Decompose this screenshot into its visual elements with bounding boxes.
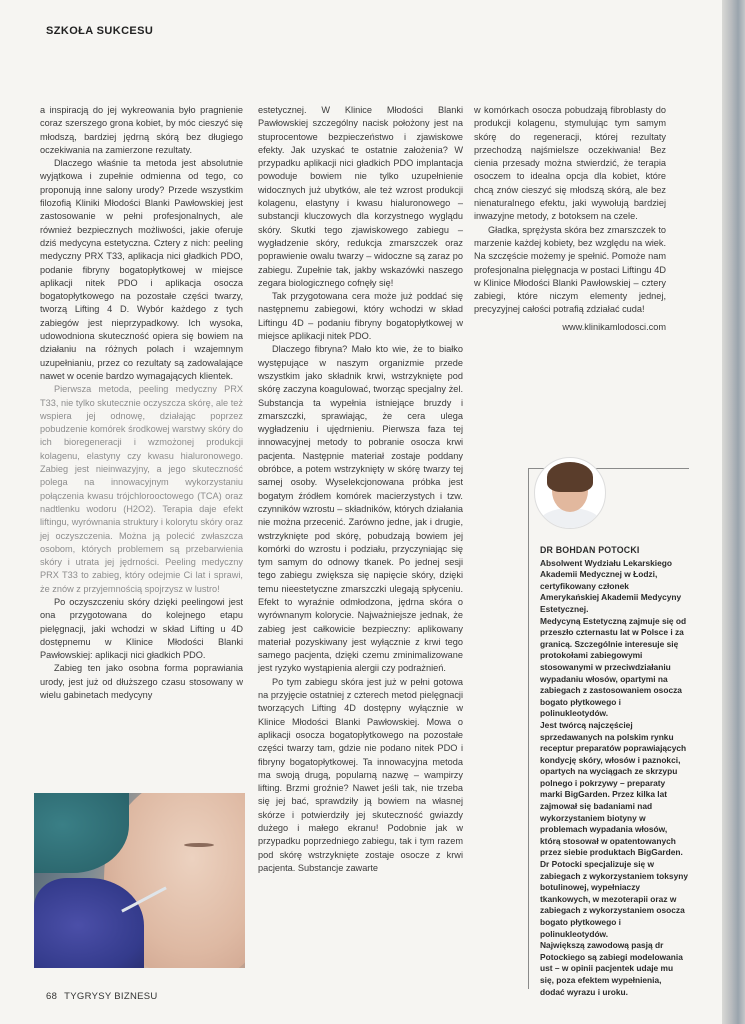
- page-edge: [722, 0, 745, 1024]
- doctor-name: DR BOHDAN POTOCKI: [540, 545, 640, 555]
- article-column-2: [258, 104, 463, 875]
- gloved-hand: [34, 878, 144, 968]
- article-column-3: [474, 104, 666, 334]
- doctor-avatar: [534, 457, 606, 529]
- page-number: 68: [46, 991, 58, 1002]
- treatment-photo: [34, 793, 245, 968]
- paragraph: Po oczyszczeniu skóry dzięki peelingowi jest ona przygotowana do kolejnego etapu pielęgnacji, jaki wchodzi w skład Lifting u 4D dostępnemu w Klinice Młodości Blanki Pawłowskiej: aplikacji nici gładkich PDO.: [40, 596, 243, 661]
- paragraph: Dlaczego fibryna? Mało kto wie, że to białko występujące w naszym organizmie przede wszystkim jako składnik krwi, wstrzyknięte pod skórę zaczyna koagulować, tworząc specjalny żel. Substancja ta wypełnia istniejące bruzdy i zmarszczki, sprawiając, że cera ulega wygładzeniu i ujędrnieniu. Pierwsza faza tej innowacyjnej metody to pobranie osocza krwi pacjenta. Następnie materiał zostaje poddany obróbce, a potem wstrzyknięty w skórę twarzy tej samej osoby. Wyselekcjonowana próbka jest bogatym źródłem komórek macierzystych i tzw. czynników wzrostu – składników, których działania nie można przecenić. Zarówno jedne, jak i drugie, wstrzyknięte pod skórę, pobudzają bowiem jej komórki do wzrostu i podziału, przyczyniając się tym samym do odnowy tkanek. Po jednej sesji tego zabiegu zwiększa się napięcie skóry, dzięki temu nieestetyczne zmarszczki ulegają spłyceniu. Efekt to wyraźnie odmłodzona, jędrna skóra o wyrównanym kolorycie. Najważniejsze jednak, że zabieg jest całkowicie bezpieczny: aplikowany materiał pozyskiwany jest wyłącznie z krwi tego samego pacjenta, dzięki czemu zminimalizowane jest ryzyko wystąpienia alergii czy podrażnień.: [258, 344, 463, 674]
- paragraph: Gładka, sprężysta skóra bez zmarszczek to marzenie każdej kobiety, bez względu na wiek. Na szczęście możemy je spełnić. Pomoże nam profesjonalna pielęgnacja w postaci Liftingu 4D w Klinice Młodości Blanki Pawłowskiej – cztery zabiegi, które niczym elementy jednej, precyzyjnej całości potrafią zdziałać cuda!: [474, 224, 666, 315]
- section-title: SZKOŁA SUKCESU: [46, 25, 154, 37]
- bio-text: Absolwent Wydziału Lekarskiego Akademii Medycznej w Łodzi, certyfikowany członek Amerykańskiej Akademii Medycyny Estetycznej.: [540, 557, 682, 614]
- bio-text: Dr Potocki specjalizuje się w zabiegach z wykorzystaniem toksyny botulinowej, wypełniaczy tkankowych, w mezoterapii oraz w zabiegach z wykorzystaniem osocza bogato płytkowego i polinukleotydów.: [540, 859, 689, 939]
- bio-text: Medycyną Estetyczną zajmuje się od przeszło czternastu lat w Polsce i za granicą. Szczególnie interesuje się protokołami zabiegowymi stosowanymi w przeciwdziałaniu wypadaniu włosów, opartymi na zabiegach z zastosowaniem osocza bogato płytkowego i polinukleotydów.: [540, 615, 687, 719]
- website-link[interactable]: www.klinikamlodosci.com: [562, 321, 666, 332]
- closed-eye: [184, 843, 214, 847]
- paragraph: a inspiracją do jej wykreowania było pragnienie coraz szerszego grona kobiet, by móc cieszyć się młodszą, bardziej jędrną skórą bez długiego oczekiwania na zamierzone rezultaty.: [40, 105, 243, 155]
- magazine-name: TYGRYSY BIZNESU: [64, 991, 158, 1002]
- paragraph: Tak przygotowana cera może już poddać się następnemu zabiegowi, który wchodzi w skład Liftingu 4D – podaniu fibryny bogatopłytkowej w miejsce aplikacji nitek PDO.: [258, 291, 463, 342]
- paragraph: w komórkach osocza pobudzają fibroblasty do produkcji kolagenu, stymulując tym samym skórę do regeneracji, której rezultaty przechodzą najśmielsze oczekiwania! Bez cienia przesady można stwierdzić, że terapia osoczem to idealna opcja dla kobiet, które chcą znów cieszyć się młodszą skórą, ale bez nienaturalnego efektu, jaki wywołują bardziej inwazyjne metody, z botoksem na czele.: [474, 105, 666, 222]
- doctor-bio: [540, 545, 688, 998]
- bio-text: Największą zawodową pasją dr Potockiego są zabiegi modelowania ust – w opinii pacjentek udaje mu się, poza efektem wypełnienia, dodać wyrazu i uroku.: [540, 940, 683, 997]
- article-column-1: [40, 104, 243, 702]
- paragraph: Po tym zabiegu skóra jest już w pełni gotowa na przyjęcie ostatniej z czterech metod pielęgnacji tworzących Lifting 4D dostępny wyłącznie w Klinice Młodości Blanki Pawłowskiej. Mowa o aplikacji osocza bogatopłytkowego na pozostałe części twarzy tam, gdzie nie podano nitek PDO i fibryny bogatopłytkowej. Ta innowacyjna metoda ma swoją drugą, popularną nazwę – wampirzy lifting. Brzmi groźnie? Nawet jeśli tak, nie trzeba się jej bać, sprawdziły ją bowiem na własnej skórze i potwierdziły jej skuteczność gwiazdy dużego i małego ekranu! Podobnie jak w przypadku poprzedniego zabiegu, tak i tym razem pod skórę wstrzyknięte zostaje osocze z krwi pacjenta. Substancje zawarte: [258, 676, 463, 873]
- paragraph: Zabieg ten jako osobna forma poprawiania urody, jest już od dłuższego czasu stosowany w wielu gabinetach medycyny: [40, 663, 243, 701]
- paragraph: estetycznej. W Klinice Młodości Blanki Pawłowskiej szczególny nacisk położony jest na stuprocentowe bezpieczeństwo i zjawiskowe efekty. Jak uzyskać te ostatnie założenia? W przypadku aplikacji nici gładkich PDO implantacja powoduje bowiem nie tylko uzupełnienie widocznych już ubytków, ale też wzrost produkcji kolagenu, elastyny i kwasu hialuronowego – substancji kluczowych dla korzystnego wyglądu skóry. Skutki tego zjawiskowego zabiegu – wygładzenie skóry, redukcja zmarszczek oraz poprawienie owalu twarzy – widoczne są zaraz po zabiegu. Zupełnie tak, jakby wskazówki naszego zegara biologicznego cofnęły się!: [258, 105, 463, 288]
- paragraph: Dlaczego właśnie ta metoda jest absolutnie wyjątkowa i zupełnie odmienna od tego, co proponują inne salony urody? Przede wszystkim filozofią Kliniki Młodości Blanki Pawłowskiej jest zastosowanie w pełni profesjonalnych, ale również bezpiecznych możliwości, jakie oferuje dziś medycyna estetyczna. Cztery z nich: peeling medyczny PRX T33, aplikacja nici gładkich PDO, podanie fibryny bogatopłytkowej w miejsce aplikacji nitek PDO i aplikacja osocza bogatopłytkowego na pozostałe części twarzy, tworzą Lifting 4 D. Wybór każdego z tych zabiegów jest nieprzypadkowy. Ich wysoka, udowodniona skuteczność opiera się bowiem na działaniu na różnych polach i wzajemnym uzupełnianiu, przez co rezultaty są zadowalające nawet w ocenie bardzo wymagających klientek.: [40, 158, 243, 381]
- page-footer: [46, 991, 158, 1002]
- bio-text: Jest twórcą najczęściej sprzedawanych na polskim rynku receptur preparatów poprawiających kondycję skóry, włosów i paznokci, opartych na wyciągach ze skrzypu polnego i pokrzywy – preparaty marki BigGarden. Przez kilka lat zajmował się badaniami nad wykorzystaniem biotyny w problemach wypadania włosów, którą stosował w opatentowanych przez siebie produktach BigGarden.: [540, 719, 687, 858]
- paragraph: Pierwsza metoda, peeling medyczny PRX T33, nie tylko skutecznie oczyszcza skórę, ale też wspiera jej odnowę, działając poprzez pobudzenie komórek środkowej warstwy skóry do ich bioregeneracji i wzmożonej produkcji kolagenu, elastyny czy kwasu hialuronowego. Zabieg jest nieinwazyjny, a jego skuteczność polega na innowacyjnym wykorzystaniu połączenia kwasu trójchlorooctowego (TCA) oraz nadtlenku wodoru (H2O2). Terapia daje efekt liftingu, wyrównania struktury i kolorytu skóry oraz jej oczyszczenia. Można ją polecić zwłaszcza osobom, których problemem są przebarwienia skóry i utrata jej jędrności. Peeling medyczny PRX T33 to zabieg, który odejmie Ci lat i sprawi, że znów z przyjemnością spojrzysz w lustro!: [40, 384, 243, 594]
